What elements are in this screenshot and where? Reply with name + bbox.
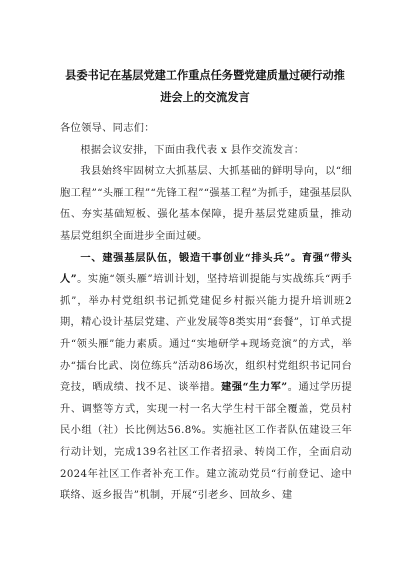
document-title [60, 64, 350, 108]
overview-paragraph: 我县始终牢固树立大抓基层、大抓基础的鲜明导向，以“细胞工程”“头雁工程”“先锋工程”“强基工程”为抓手，建强基层队伍、夯实基础短板、强化基本保障，提升基层党建质量，推动基层党组织全面进步全面过硬。 [60, 166, 352, 242]
title-line-2: 进会上的交流发言 [160, 90, 250, 104]
section-1-text-1: 。实施“领头雁”培训计划，坚持培训提能与实战练兵“两手抓”，举办村党组织书记抓党建促乡村振兴能力提升培训班2期，精心设计基层党建、产业发展等8类实用“套餐”，订单式提升“领头雁”能力素质。通过“实地研学+现场竞演”的方式，举办“擂台比武、岗位练兵”活动86场次，组织村党组织书记同台竞技，晒成绩、找不足、谈举措。 [60, 274, 352, 394]
title-line-1: 县委书记在基层党建工作重点任务暨党建质量过硬行动推 [65, 68, 345, 82]
section-1-text-2: 。通过学历提升、调整等方式，实现一村一名大学生村干部全覆盖，党员村民小组（社）长比例达56.8%。实施社区工作者队伍建设三年行动计划，完成139名社区工作者招录、转岗工作，全面启动2024年社区工作者补充工作。建立流动党员“行前登记、途中联络、返乡报告”机制，开展“引老乡、回故乡、建 [60, 382, 352, 502]
section-1-heading: 一、建强基层队伍，锻造干事创业“排头兵”。育强“带头人” [60, 251, 352, 286]
section-1-paragraph [60, 248, 352, 507]
section-1-subheading: 建强“生力军” [221, 381, 288, 394]
intro-paragraph: 根据会议安排，下面由我代表 x 县作交流发言： [80, 144, 305, 156]
salutation: 各位领导、同志们： [60, 123, 155, 134]
document-body [60, 118, 352, 507]
